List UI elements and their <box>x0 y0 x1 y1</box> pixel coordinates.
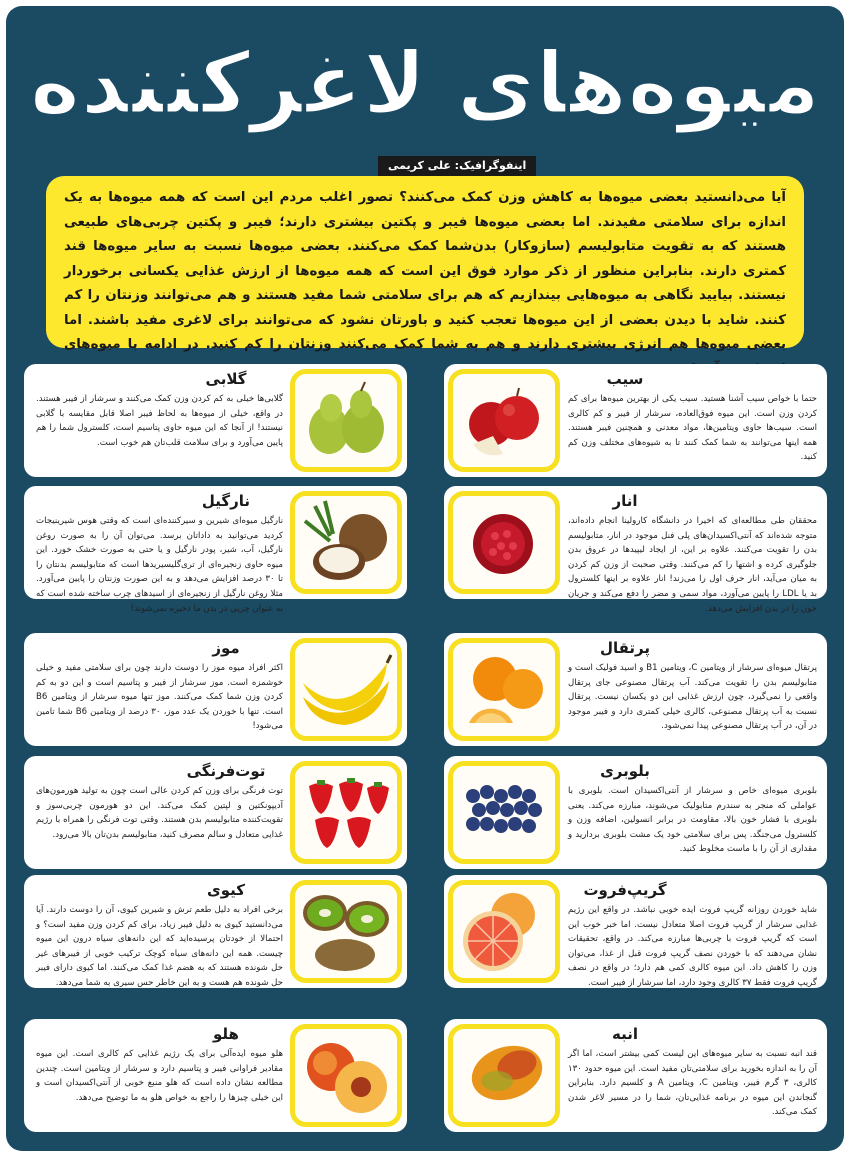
fruit-description: گلابی‌ها خیلی به کم کردن وزن کمک می‌کنند و سرشار از فیبر هستند. در واقع، خیلی از میوه‌ها به لحاظ فیبر اصلا قابل مقایسه با گلابی نیستند! از آنجا که این میوه حاوی پتاسیم است، کلسترول شما را هم پایین می‌آورد و برای سلامت قلب‌تان هم خوب است. <box>36 394 283 448</box>
mango-image <box>448 1024 560 1127</box>
fruit-name: توت‌فرنگی <box>186 762 266 780</box>
fruit-description: هلو میوه ایده‌آلی برای یک رژیم غذایی کم کالری است. این میوه مقادیر فراوانی فیبر و پتاسیم دارد و سرشار از ویتامین است. چندین مطالعه نشان داده است که هلو منبع خوبی از آنتی‌اکسیدان است و این خیلی چیزها را راجع به خواص هلو به ما توضیح می‌دهد. <box>36 1049 283 1103</box>
fruit-description: پرتقال میوه‌ای سرشار از ویتامین C، ویتامین B1 و اسید فولیک است و متابولیسم بدن را تقویت می‌کند. آب پرتقال مصنوعی جای پرتقال واقعی را نمی‌گیرد، چون ارزش غذایی این دو یکسان نیست. پرتقال نسبت به آب پرتقال مصنوعی، کالری خیلی کمتری دارد و فیبر موجود در آن، در آب پرتقال مصنوعی پیدا نمی‌شود. <box>568 663 817 732</box>
page-title: میوه‌های لاغرکننده <box>29 34 821 134</box>
fruit-description: شاید خوردن روزانه گریپ فروت ایده خوبی نباشد. در واقع این رژیم غذایی سرشار از گریپ فروت اصلا متعادل نیست. اما خبر خوب این است که گریپ فروت با چربی‌ها مبارزه می‌کند. در واقع، تحقیقات نشان می‌دهند که با خوردن نصف گریپ فروت قبل از غذا، می‌توان وزن را کاهش داد. این میوه کالری کمی هم دارد؛ در واقع در نصف گریپ فروت فقط ۳۷ کالری وجود دارد، اما سرشار از فیبر است. <box>568 905 817 988</box>
fruit-name: بلوبری <box>600 762 650 780</box>
fruit-card-kiwi <box>24 875 407 988</box>
fruit-name: انار <box>612 492 638 510</box>
fruit-name: هلو <box>213 1025 239 1043</box>
orange-image <box>448 638 560 741</box>
fruit-card-blueberry <box>444 756 827 869</box>
fruit-name: گلابی <box>205 370 247 388</box>
fruit-card-banana <box>24 633 407 746</box>
fruit-card-mango <box>444 1019 827 1132</box>
fruit-name: کیوی <box>207 881 245 899</box>
pomegranate-image <box>448 491 560 594</box>
fruit-description: محققان طی مطالعه‌ای که اخیرا در دانشگاه کارولینا انجام داده‌اند، متوجه شده‌اند که آنتی‌اکسیدان‌های پلی فنل موجود در انار، متابولیسم بدن را تقویت می‌کنند. علاوه بر این، از ایجاد لیپیدها در عروق بدن جلوگیری کرده و اشتها را کم می‌کنند. وقتی صحبت از وزن کم کردن به میان می‌آید، انار حرف اول را می‌زند! انار علاوه بر اینها کلسترول بد یا LDL را پایین می‌آورد، مواد سمی و مضر را دفع می‌کند و جریان خون را در بدن افزایش می‌دهد. <box>568 516 817 614</box>
apple-image <box>448 369 560 472</box>
strawberry-image <box>290 761 402 864</box>
fruit-card-orange <box>444 633 827 746</box>
fruit-name: نارگیل <box>201 492 251 510</box>
blueberry-image <box>448 761 560 864</box>
fruit-card-peach <box>24 1019 407 1132</box>
fruit-description: بلوبری میوه‌ای خاص و سرشار از آنتی‌اکسیدان است. بلوبری با عواملی که منجر به سندرم متابولیک می‌شوند، مبارزه می‌کند. یعنی بلوبری با فشار خون بالا، مقاومت در برابر انسولین، اضافه وزن و کلسترول می‌جنگد. پس برای سلامتی خود یک مشت بلوبری بردارید و مقداری از آن را با ماست مخلوط کنید. <box>568 786 817 855</box>
infographic <box>6 6 844 1151</box>
pear-image <box>290 369 402 472</box>
fruit-card-apple <box>444 364 827 477</box>
fruit-description: حتما با خواص سیب آشنا هستید. سیب یکی از بهترین میوه‌ها برای کم کردن وزن است. این میوه فوق‌العاده، سرشار از فیبر و کم کالری است. سیب‌ها حاوی ویتامین‌ها، مواد معدنی و همچنین فیبر هستند. همه اینها می‌توانند به شما کمک کنند تا به شیوه‌های مختلف وزن کم کنید. <box>568 394 817 463</box>
fruit-card-pear <box>24 364 407 477</box>
fruit-description: قند انبه نسبت به سایر میوه‌های این لیست کمی بیشتر است، اما اگر آن را به اندازه بخورید برای سلامتی‌تان مفید است. این میوه حدود ۱۳۰ کالری، ۳ گرم فیبر، ویتامین C، ویتامین A و کلسیم دارد. بنابراین گنجاندن این میوه در برنامه غذایی‌تان، شما را در مسیر لاغر شدن کمک می‌کند. <box>568 1049 817 1118</box>
fruit-name: گریپ‌فروت <box>583 881 667 899</box>
fruit-name: پرتقال <box>599 639 651 657</box>
fruit-name: انبه <box>612 1025 638 1043</box>
banana-image <box>290 638 402 741</box>
fruit-card-coconut <box>24 486 407 614</box>
fruit-description: توت فرنگی برای وزن کم کردن عالی است چون به تولید هورمون‌های آدیپونکتین و لپتین کمک می‌کند. این دو هورمون چربی‌سوز و تقویت‌کننده متابولیسم بدن هستند. وقتی توت فرنگی را همراه با رژیم غذایی متعادل و سالم مصرف کنید، متابولیسم بدن‌تان بالا می‌رود. <box>36 786 283 840</box>
fruit-card-grapefruit <box>444 875 827 988</box>
peach-image <box>290 1024 402 1127</box>
fruit-description: اکثر افراد میوه موز را دوست دارند چون برای سلامتی مفید و خیلی خوشمزه است. موز سرشار از فیبر و پتاسیم است و این دو به کم کردن وزن شما کمک می‌کنند. موز تنها میوه سرشار از ویتامین B6 است. تنها با خوردن یک عدد موز، ۳۰ درصد از ویتامین B6 شما تامین می‌شود! <box>36 663 284 732</box>
kiwi-image <box>290 880 402 983</box>
fruit-name: موز <box>212 639 240 657</box>
fruit-description: نارگیل میوه‌ای شیرین و سیرکننده‌ای است که وقتی هوس شیرینیجات کردید می‌توانید به داداتان برسد. می‌توان آن را به صورت روغن نارگیل، آب، شیر، پودر نارگیل و یا حتی به صورت خشک خورد. این میوه حاوی زنجیره‌ای از تری‌گلیسیرید‌ها است که متابولیسم بدنتان را تا ۳۰ درصد افزایش می‌دهد و به این صورت وزنتان را پایین می‌آورد. مثلا روغن نارگیل از زنجیره‌ای از اسیدهای چرب ساخته شده است که به عنوان چربی در بدن ما ذخیره نمی‌شوند! <box>36 516 283 614</box>
fruit-description: برخی افراد به دلیل طعم ترش و شیرین کیوی، آن را دوست دارند. آیا می‌دانستید کیوی به دلیل فیبر زیاد، برای کم کردن وزن مفید است؟ و احتمالا از خودتان پرسیده‌اید که این دانه‌های سیاه درون این میوه چیست. همه این دانه‌های سیاه کوچک ترکیب خوبی از فیبرهای غیر حل شونده هستند که به هضم غذا کمک می‌کنند. اما کیوی دارای فیبر حل شونده هم هست و به این خاطر حس سیری به شما می‌دهد. <box>36 905 283 988</box>
fruit-card-strawberry <box>24 756 407 869</box>
fruit-card-pomegranate <box>444 486 827 614</box>
author-credit: اینفوگرافیک: علی کریمی <box>378 156 536 176</box>
grapefruit-image <box>448 880 560 983</box>
intro-paragraph: آیا می‌دانستید بعضی میوه‌ها به کاهش وزن کمک می‌کنند؟ تصور اغلب مردم این است که همه میوه‌ها به یک اندازه برای سلامتی مفیدند. اما بعضی میوه‌ها فیبر و پکتین بیشتری دارند؛ فیبر و پکتین چربی‌های طبیعی هستند که به تقویت متابولیسم (سازوکار) بدن‌شما کمک می‌کنند. بعضی میوه‌ها نسبت به سایر میوه‌ها قند کمتری دارند. بنابراین منظور از ذکر موارد فوق این است که همه میوه‌ها از ارزش غذایی یکسانی برخوردار نیستند. بیایید نگاهی به میوه‌هایی بیندازیم که هم برای سلامتی شما مفید هستند و هم می‌توانند وزنتان را کم کنند. شاید با دیدن بعضی از این میوه‌ها تعجب کنید و باورتان نشود که می‌توانند برای لاغری مفید باشند. اما بعضی میوه‌ها هم انرژی بیشتری دارند و هم به شما کمک می‌کنند وزنتان را کم کنید. در ادامه با میوه‌های <box>46 176 804 348</box>
fruit-name: سیب <box>606 370 644 388</box>
coconut-image <box>290 491 402 594</box>
